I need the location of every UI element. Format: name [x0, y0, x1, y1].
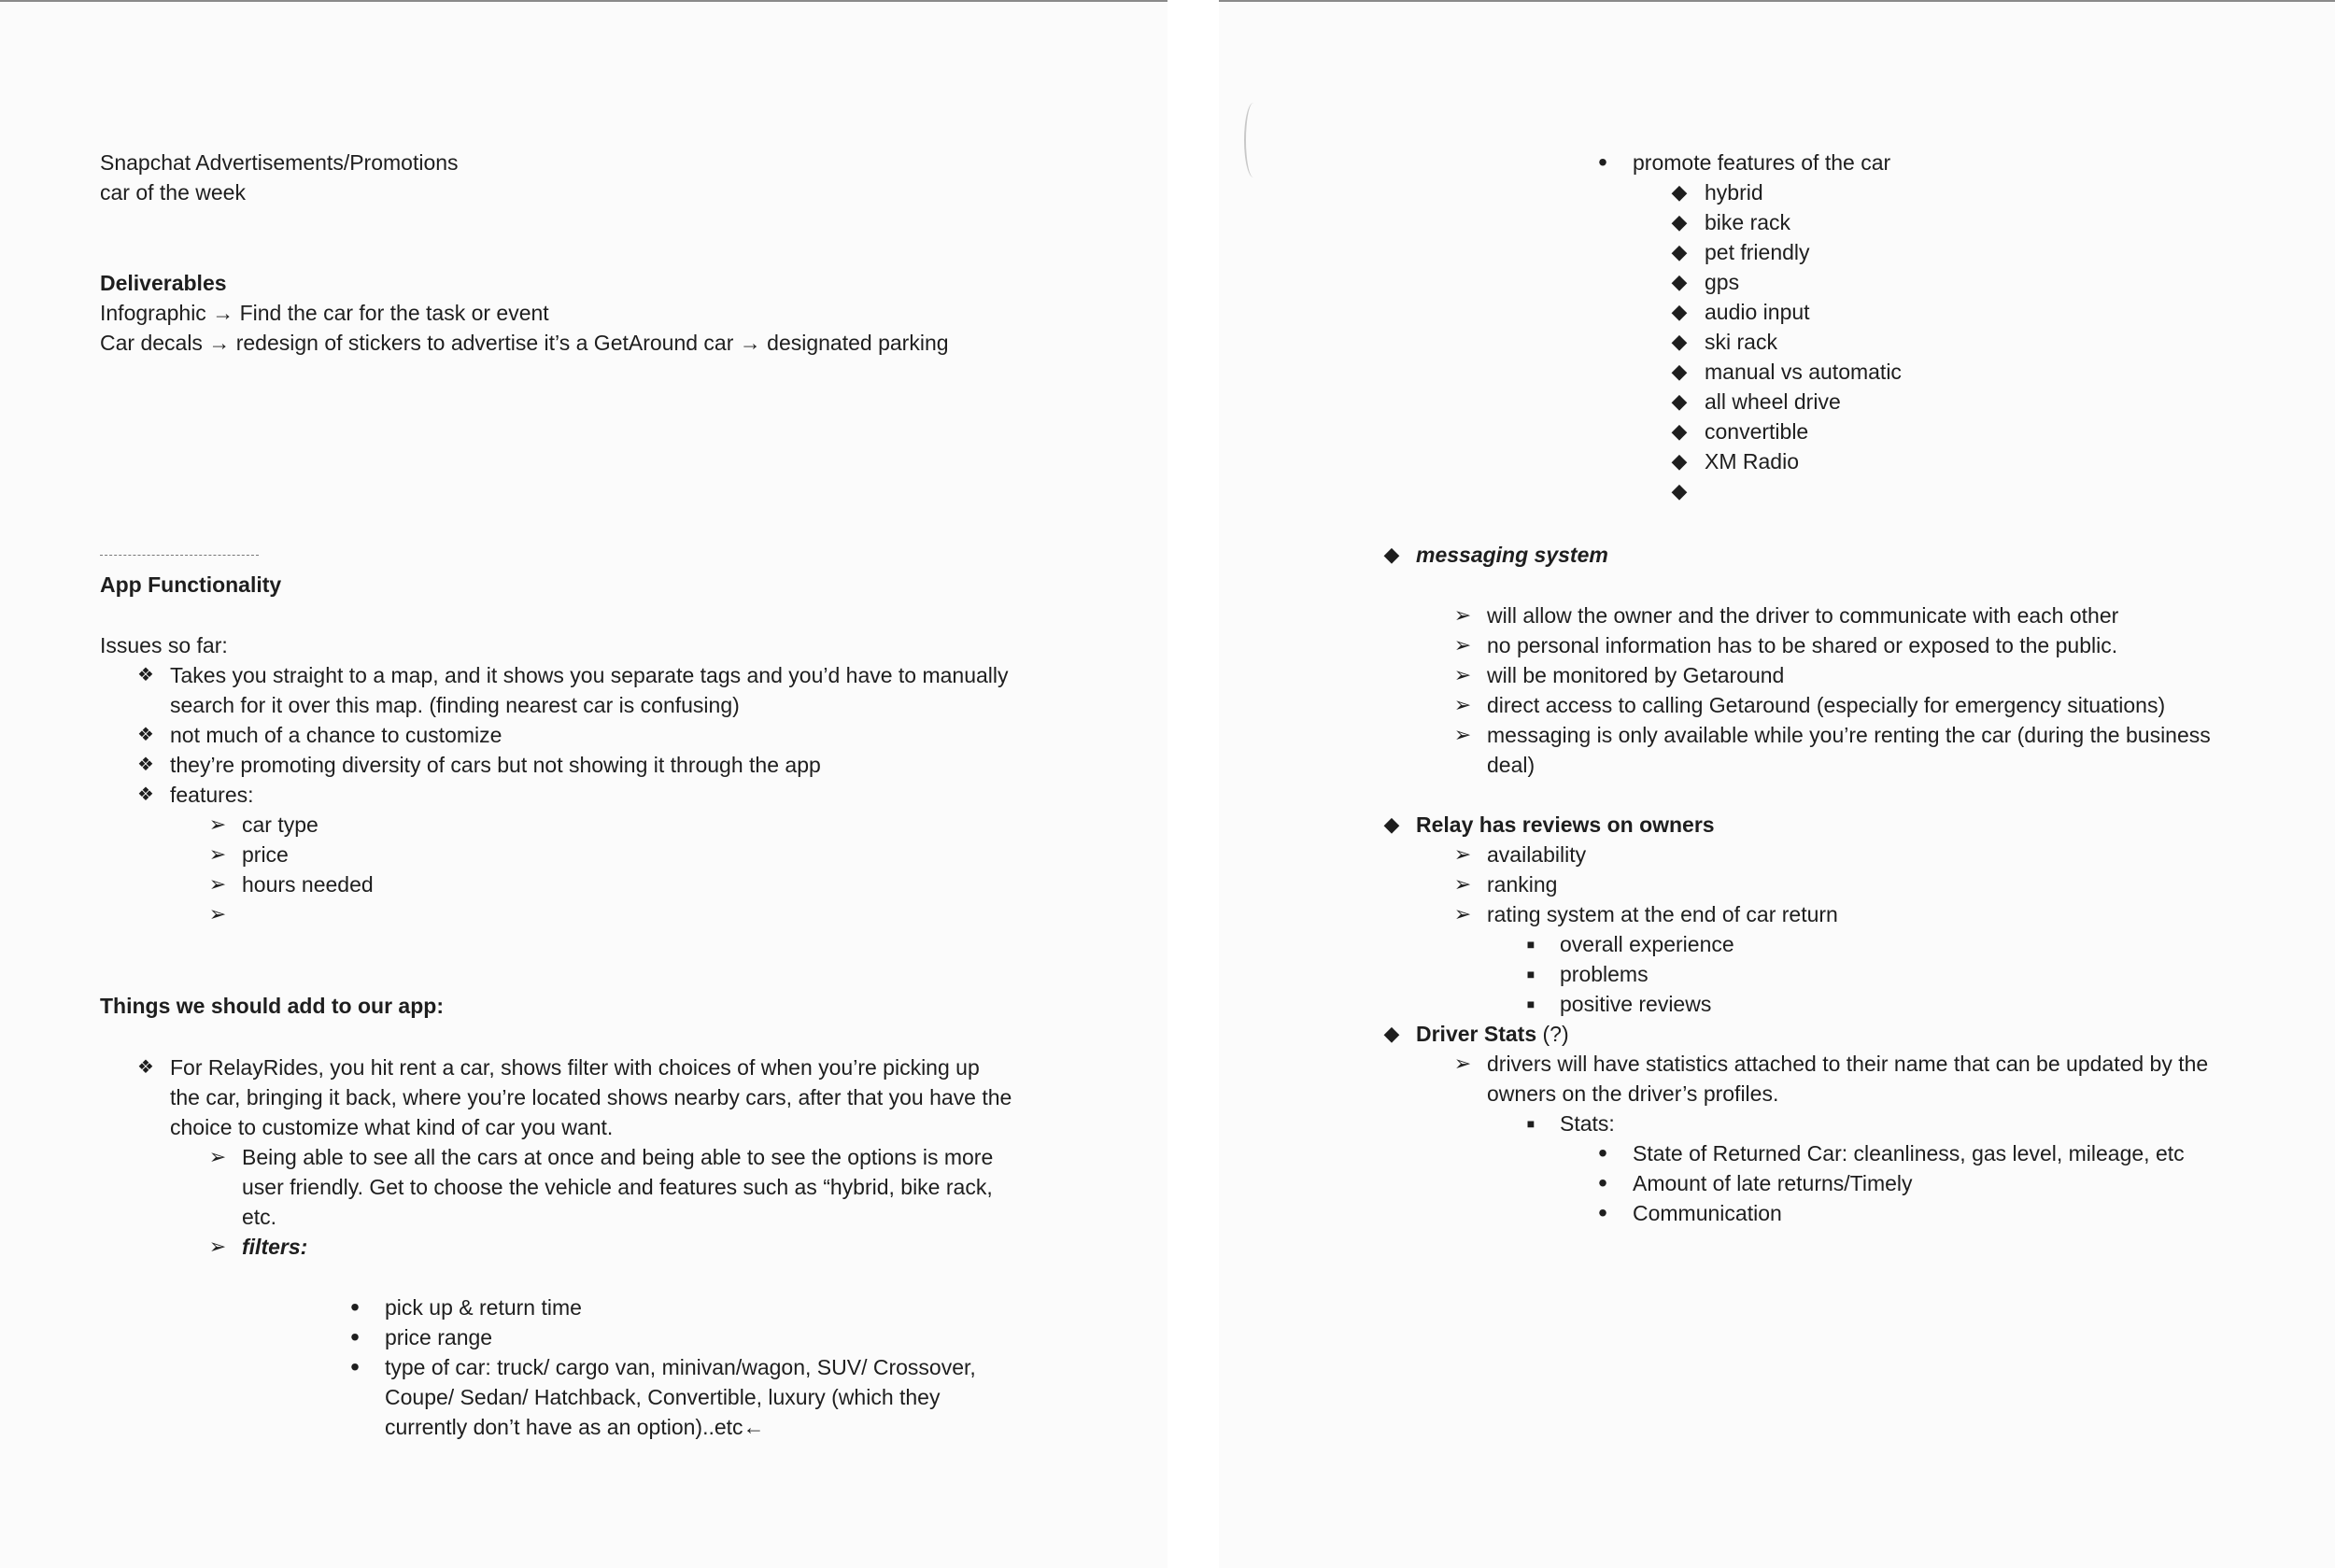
arrow-bullet-icon: ➢	[1453, 842, 1472, 866]
filter-item-line-3: currently don’t have as an option)..etc←	[385, 1415, 765, 1439]
feature-item: hours needed	[242, 872, 374, 897]
issue-4: features:	[170, 783, 254, 807]
arrow-bullet-icon: ➢	[1453, 1052, 1472, 1075]
issues-label: Issues so far:	[100, 633, 228, 657]
messaging-item: no personal information has to be shared or exposed to the public.	[1487, 633, 2118, 657]
fleur-bullet-icon: ❖	[137, 725, 154, 745]
feature-item: price	[242, 842, 289, 867]
arrow-bullet-icon: ➢	[208, 1235, 227, 1258]
diamond-bullet-icon: ◆	[1671, 389, 1688, 413]
diamond-bullet-icon: ◆	[1671, 449, 1688, 473]
add-item-1-line-3: choice to customize what kind of car you want.	[170, 1115, 614, 1139]
add-sub-1-line-2: user friendly. Get to choose the vehicle and features such as “hybrid, bike rack,	[242, 1175, 993, 1199]
diamond-bullet-icon: ◆	[1671, 240, 1688, 263]
driver-stats-title: Driver Stats	[1416, 1022, 1537, 1046]
dot-bullet-icon: •	[1598, 1168, 1607, 1197]
diamond-bullet-icon: ◆	[1383, 812, 1400, 836]
arrow-bullet-icon: ➢	[208, 842, 227, 866]
header-subtitle: car of the week	[100, 180, 246, 205]
page-top-border	[1219, 0, 2335, 2]
promote-feature: manual vs automatic	[1705, 360, 1902, 384]
stat-item: Amount of late returns/Timely	[1633, 1171, 1913, 1195]
diamond-bullet-icon: ◆	[1671, 300, 1688, 323]
diamond-bullet-icon: ◆	[1671, 210, 1688, 233]
messaging-item-5-line-2: deal)	[1487, 753, 1535, 777]
arrow-bullet-icon: ➢	[1453, 633, 1472, 657]
messaging-item-5-line-1: messaging is only available while you’re renting the car (during the business	[1487, 723, 2211, 747]
feature-item: car type	[242, 812, 318, 837]
promote-label: promote features of the car	[1633, 150, 1891, 175]
issue-2: not much of a chance to customize	[170, 723, 502, 747]
arrow-bullet-icon: ➢	[1453, 603, 1472, 627]
driver-stats-desc-line-2: owners on the driver’s profiles.	[1487, 1081, 1779, 1106]
arrow-bullet-icon: ➢	[1453, 872, 1472, 896]
add-item-1-line-1: For RelayRides, you hit rent a car, shows filter with choices of when you’re picking up	[170, 1055, 980, 1080]
promote-feature: hybrid	[1705, 180, 1763, 205]
stat-item: State of Returned Car: cleanliness, gas level, mileage, etc	[1633, 1141, 2185, 1165]
diamond-bullet-icon: ◆	[1671, 419, 1688, 443]
rating-item: overall experience	[1560, 932, 1734, 956]
dot-bullet-icon: •	[1598, 148, 1607, 177]
promote-feature: bike rack	[1705, 210, 1791, 234]
deliverables-line-2: Car decals → redesign of stickers to advertise it’s a GetAround car → designated parking	[100, 331, 949, 355]
fleur-bullet-icon: ❖	[137, 1057, 154, 1078]
diamond-bullet-icon: ◆	[1383, 1022, 1400, 1045]
dot-bullet-icon: •	[1598, 1138, 1607, 1167]
fleur-bullet-icon: ❖	[137, 665, 154, 685]
arrow-bullet-icon: ➢	[208, 812, 227, 836]
dot-bullet-icon: •	[350, 1322, 360, 1351]
diamond-bullet-icon: ◆	[1671, 330, 1688, 353]
diamond-bullet-icon: ◆	[1671, 180, 1688, 204]
stat-item: Communication	[1633, 1201, 1782, 1225]
page-gutter	[1168, 0, 1219, 1568]
square-bullet-icon: ■	[1526, 996, 1535, 1011]
arrow-bullet-icon: ➢	[1453, 663, 1472, 686]
header-title: Snapchat Advertisements/Promotions	[100, 150, 459, 175]
arrow-bullet-icon: ➢	[1453, 902, 1472, 925]
filter-item: pick up & return time	[385, 1295, 582, 1320]
fleur-bullet-icon: ❖	[137, 784, 154, 805]
rating-item: problems	[1560, 962, 1649, 986]
app-functionality-heading: App Functionality	[100, 572, 282, 597]
messaging-item: will be monitored by Getaround	[1487, 663, 1785, 687]
scan-artifact	[1244, 103, 1263, 177]
deliverables-heading: Deliverables	[100, 271, 227, 295]
messaging-heading: messaging system	[1416, 543, 1608, 567]
add-sub-1-line-3: etc.	[242, 1205, 277, 1229]
messaging-item: direct access to calling Getaround (especially for emergency situations)	[1487, 693, 2166, 717]
diamond-bullet-icon: ◆	[1671, 479, 1688, 502]
driver-stats-heading	[1416, 1019, 1569, 1049]
dot-bullet-icon: •	[1598, 1198, 1607, 1227]
promote-feature: pet friendly	[1705, 240, 1810, 264]
diamond-bullet-icon: ◆	[1671, 270, 1688, 293]
filters-label: filters:	[242, 1235, 308, 1259]
review-item: availability	[1487, 842, 1587, 867]
driver-stats-desc-line-1: drivers will have statistics attached to their name that can be updated by the	[1487, 1052, 2209, 1076]
arrow-bullet-icon: ➢	[208, 902, 227, 925]
promote-feature: convertible	[1705, 419, 1809, 444]
add-sub-1-line-1: Being able to see all the cars at once and being able to see the options is more	[242, 1145, 994, 1169]
arrow-bullet-icon: ➢	[1453, 693, 1472, 716]
square-bullet-icon: ■	[1526, 1116, 1535, 1131]
diamond-bullet-icon: ◆	[1383, 543, 1400, 566]
promote-feature: ski rack	[1705, 330, 1777, 354]
square-bullet-icon: ■	[1526, 967, 1535, 982]
arrow-bullet-icon: ➢	[208, 1145, 227, 1168]
promote-feature: gps	[1705, 270, 1740, 294]
promote-feature: all wheel drive	[1705, 389, 1841, 414]
add-item-1-line-2: the car, bringing it back, where you’re located shows nearby cars, after that you have the	[170, 1085, 1012, 1109]
filter-item: price range	[385, 1325, 493, 1349]
filter-item-line-2: Coupe/ Sedan/ Hatchback, Convertible, luxury (which they	[385, 1385, 941, 1409]
section-divider	[100, 555, 259, 556]
messaging-item: will allow the owner and the driver to communicate with each other	[1487, 603, 2119, 628]
deliverables-line-1: Infographic → Find the car for the task or event	[100, 301, 549, 325]
square-bullet-icon: ■	[1526, 937, 1535, 952]
relay-reviews-heading: Relay has reviews on owners	[1416, 812, 1715, 837]
issue-1-line-2: search for it over this map. (finding nearest car is confusing)	[170, 693, 740, 717]
review-item: rating system at the end of car return	[1487, 902, 1838, 926]
dot-bullet-icon: •	[350, 1352, 360, 1381]
stats-label: Stats:	[1560, 1111, 1615, 1136]
arrow-bullet-icon: ➢	[1453, 723, 1472, 746]
promote-feature: audio input	[1705, 300, 1810, 324]
driver-stats-suffix: (?)	[1536, 1022, 1569, 1046]
filter-item-line-1: type of car: truck/ cargo van, minivan/wagon, SUV/ Crossover,	[385, 1355, 976, 1379]
issue-1-line-1: Takes you straight to a map, and it shows you separate tags and you’d have to manually	[170, 663, 1009, 687]
review-item: ranking	[1487, 872, 1558, 897]
dot-bullet-icon: •	[350, 1293, 360, 1321]
page-top-border	[0, 0, 1168, 2]
rating-item: positive reviews	[1560, 992, 1712, 1016]
promote-feature: XM Radio	[1705, 449, 1799, 473]
things-to-add-heading: Things we should add to our app:	[100, 994, 444, 1018]
issue-3: they’re promoting diversity of cars but not showing it through the app	[170, 753, 821, 777]
fleur-bullet-icon: ❖	[137, 755, 154, 775]
diamond-bullet-icon: ◆	[1671, 360, 1688, 383]
arrow-bullet-icon: ➢	[208, 872, 227, 896]
